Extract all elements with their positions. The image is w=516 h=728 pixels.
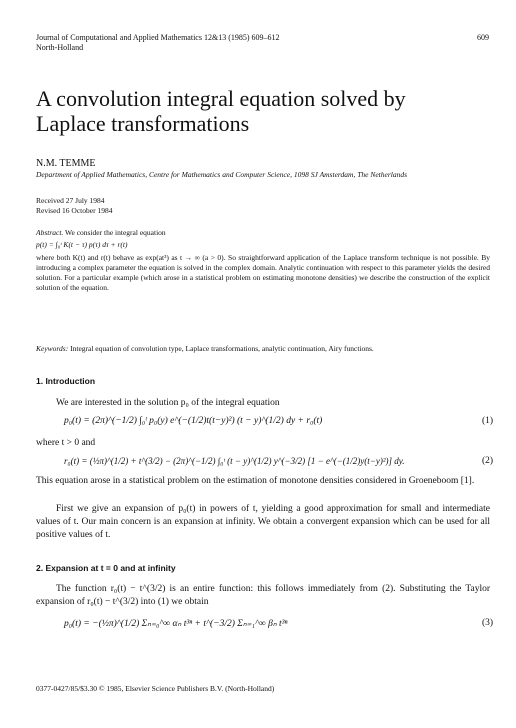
submission-dates [36,196,112,216]
section-1-paragraph-1: This equation arose in a statistical problem on the estimation of monotone densities considered in Groeneboom [1]. [36,476,475,486]
section-1-heading: 1. Introduction [36,376,96,386]
revised-date: Revised 16 October 1984 [36,206,113,215]
equation-1: p₀(t) = (2π)^(−1/2) ∫₀ᵗ p₀(y) e^(−(1/2)t(t−y)²) (t − y)^(1/2) dy + r₀(t) [64,416,323,426]
abstract-label: Abstract. [36,228,64,237]
section-2-paragraph-1: The function r₀(t) − t^(3/2) is an entire function: this follows immediately from (2). Substituting the Taylor expansion of r₀(t) − t^(3/2) into (1) we obtain [36,584,490,607]
keywords-text: Integral equation of convolution type, Laplace transformations, analytic continuation, Airy functions. [70,344,374,353]
publisher: North-Holland [36,43,84,52]
equation-1-number: (1) [482,416,494,426]
equation-2-number: (2) [482,456,494,466]
page-number: 609 [477,33,489,42]
section-1-intro: We are interested in the solution p₀ of the integral equation [56,398,280,408]
section-2-heading: 2. Expansion at t = 0 and at infinity [36,563,176,573]
paper-title [36,86,496,136]
author-affiliation: Department of Applied Mathematics, Centre for Mathematics and Computer Science, 1098 SJ Amsterdam, The Netherlands [36,170,407,179]
received-date: Received 27 July 1984 [36,196,105,205]
abstract-equation: p(t) = ∫₀ᵗ K(t − τ) p(τ) dτ + r(t) [36,240,128,249]
keywords [36,344,490,353]
equation-3-number: (3) [482,618,494,628]
journal-header [36,33,416,53]
author-name: N.M. TEMME [36,158,96,169]
keywords-label: Keywords: [36,344,69,353]
copyright-footer: 0377-0427/85/$3.30 © 1985, Elsevier Science Publishers B.V. (North-Holland) [36,684,275,693]
equation-3: p₀(t) = −(½π)^(1/2) Σₙ₌₀^∞ αₙ t³ⁿ + t^(−3/2) Σₙ₌₁^∞ βₙ t³ⁿ [64,619,288,629]
equation-2: r₀(t) = (½π)^(1/2) + t^(3/2) − (2π)^(−1/2) ∫₀ᵗ (t − y)^(1/2) y^(−3/2) [1 − e^(−(1/2)y(t−y)²)] dy. [64,456,405,466]
abstract-intro: We consider the integral equation [65,228,166,237]
abstract [36,228,490,293]
journal-name: Journal of Computational and Applied Mathematics 12&13 (1985) 609–612 [36,33,280,42]
abstract-text: where both K(t) and r(t) behave as exp(at³) as t → ∞ (a > 0). So straightforward application of the Laplace transform technique is not possible. By introducing a complex parameter the equation is solved in the complex domain. Analytic continuation with respect to this parameter yields the desired solution. For a particular example (which arose in a statistical problem on estimating monotone densities) we describe the construction of the explicit solution of the equation. [36,253,490,292]
section-1-paragraph-2: First we give an expansion of p₀(t) in powers of t, yielding a good approximation for small and intermediate values of t. Our main concern is an expansion at infinity. We obtain a convergent expansion which can be used for all positive values of t. [36,504,490,540]
title-line-2: Laplace transformations [36,111,250,136]
where-clause: where t > 0 and [36,438,96,448]
title-line-1: A convolution integral equation solved by [36,86,406,111]
